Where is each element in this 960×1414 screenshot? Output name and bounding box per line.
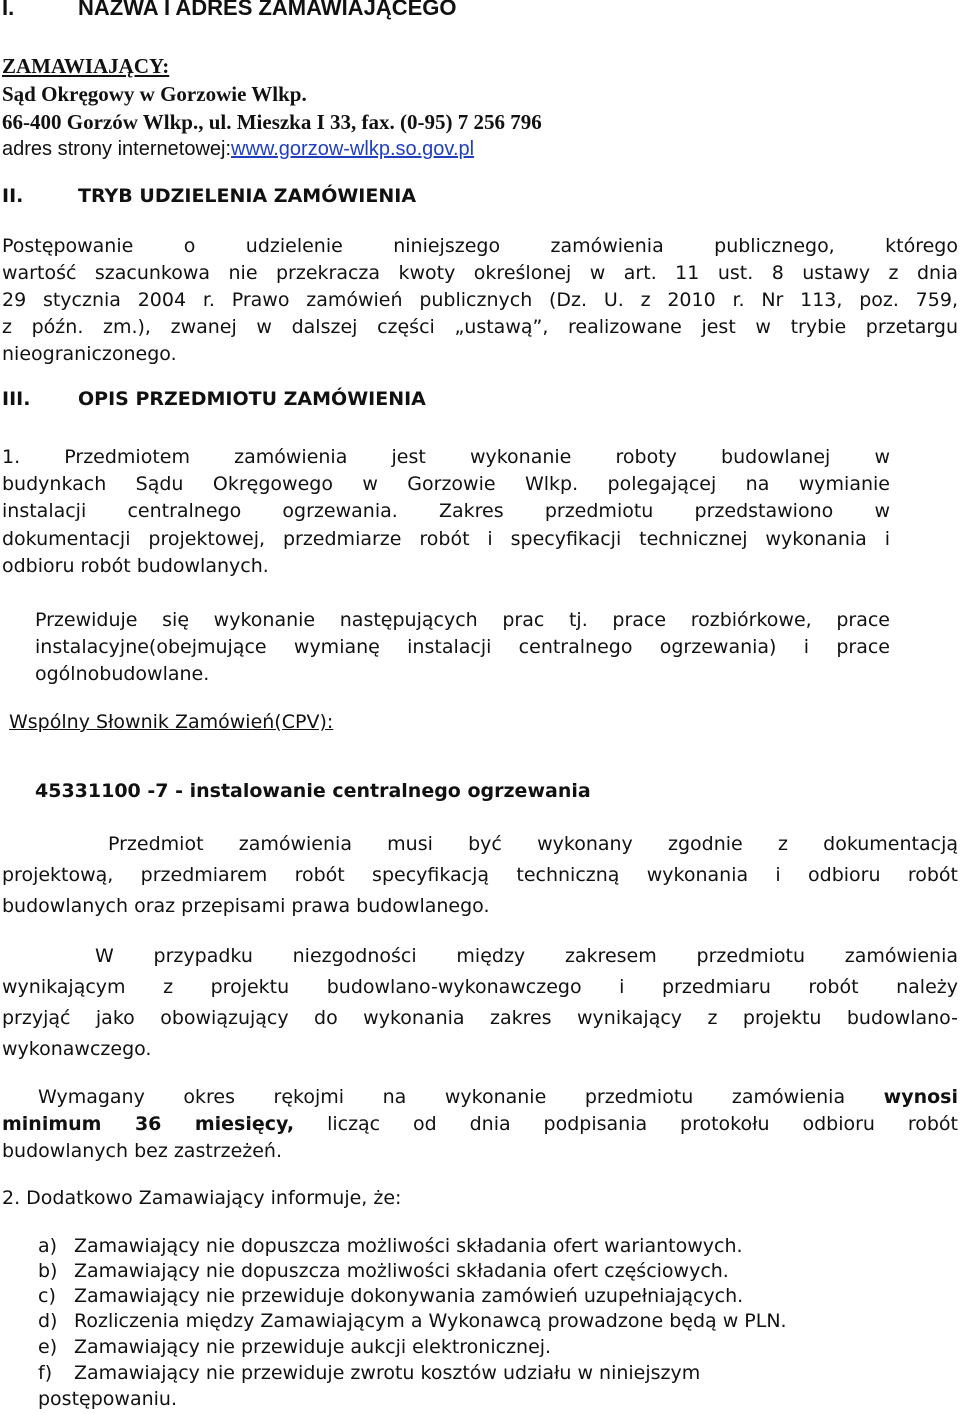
section-2-line-5: nieograniczonego. bbox=[2, 343, 177, 365]
ordering-party-address: 66-400 Gorzów Wlkp., ul. Mieszka I 33, fax. (0-95) 7 256 796 bbox=[2, 110, 542, 134]
section-3-title: OPIS PRZEDMIOTU ZAMÓWIENIA bbox=[78, 388, 426, 410]
p4-line-1: W przypadku niezgodności między zakresem przedmiotu zamówienia bbox=[95, 945, 958, 967]
p2-line-2: instalacyjne(obejmujące wymianę instalacji centralnego ogrzewania) i prace bbox=[35, 636, 890, 658]
list-item-b-text: Zamawiający nie dopuszcza możliwości składania ofert częściowych. bbox=[74, 1260, 729, 1282]
list-item-f-text: Zamawiający nie przewiduje zwrotu kosztów udziału w niniejszym bbox=[74, 1362, 701, 1384]
p5-line-1-bold: wynosi bbox=[883, 1086, 958, 1108]
list-item-e bbox=[38, 1334, 551, 1361]
section-3-heading bbox=[2, 386, 426, 413]
section-2-title: TRYB UDZIELENIA ZAMÓWIENIA bbox=[78, 185, 417, 207]
p4-line-4: wykonawczego. bbox=[2, 1038, 152, 1060]
list-item-c-letter: c) bbox=[38, 1285, 56, 1307]
list-item-e-letter: e) bbox=[38, 1336, 58, 1358]
website-link[interactable]: www.gorzow-wlkp.so.gov.pl bbox=[231, 138, 475, 160]
p1-line-3: instalacji centralnego ogrzewania. Zakres przedmiotu przedstawiono w bbox=[2, 500, 890, 522]
section-2-line-1: Postępowanie o udzielenie niniejszego zamówienia publicznego, którego bbox=[2, 235, 958, 257]
p5-warranty-period: minimum 36 miesięcy, bbox=[2, 1113, 295, 1135]
list-item-e-text: Zamawiający nie przewiduje aukcji elektronicznej. bbox=[74, 1336, 552, 1358]
website-label: adres strony internetowej: bbox=[2, 138, 232, 160]
section-3-number: III. bbox=[2, 388, 31, 410]
p1-line-4: dokumentacji projektowej, przedmiarze robót i specyfikacji technicznej wykonania i bbox=[2, 528, 890, 550]
list-item-d bbox=[38, 1308, 787, 1335]
p2-line-1: Przewiduje się wykonanie następujących prac tj. prace rozbiórkowe, prace bbox=[35, 609, 890, 631]
p1-line-2: budynkach Sądu Okręgowego w Gorzowie Wlkp. polegającej na wymianie bbox=[2, 473, 890, 495]
additional-info-heading: 2. Dodatkowo Zamawiający informuje, że: bbox=[2, 1187, 402, 1209]
section-2-line-2: wartość szacunkowa nie przekracza kwoty określonej w art. 11 ust. 8 ustawy z dnia bbox=[2, 262, 958, 284]
p1-line-1: 1. Przedmiotem zamówienia jest wykonanie roboty budowlanej w bbox=[2, 446, 890, 468]
p3-line-2: projektową, przedmiarem robót specyfikacją techniczną wykonania i odbioru robót bbox=[2, 864, 958, 886]
list-item-a bbox=[38, 1233, 743, 1260]
p2-line-3: ogólnobudowlane. bbox=[35, 663, 210, 685]
cpv-label: Wspólny Słownik Zamówień(CPV): bbox=[9, 711, 334, 733]
section-2-number: II. bbox=[2, 185, 24, 207]
list-item-a-letter: a) bbox=[38, 1235, 58, 1257]
p3-line-1: Przedmiot zamówienia musi być wykonany zgodnie z dokumentacją bbox=[108, 833, 958, 855]
list-item-b-letter: b) bbox=[38, 1260, 58, 1282]
p5-line-2 bbox=[2, 1111, 958, 1138]
list-item-f bbox=[38, 1360, 700, 1387]
section-1-number: I. bbox=[2, 0, 15, 20]
p5-line-2-text: licząc od dnia podpisania protokołu odbioru robót bbox=[327, 1113, 959, 1135]
p1-line-5: odbioru robót budowlanych. bbox=[2, 555, 269, 577]
ordering-party-name: Sąd Okręgowy w Gorzowie Wlkp. bbox=[2, 82, 307, 106]
list-item-a-text: Zamawiający nie dopuszcza możliwości składania ofert wariantowych. bbox=[74, 1235, 743, 1257]
section-2-line-4: z późn. zm.), zwanej w dalszej części „ustawą”, realizowane jest w trybie przetargu bbox=[2, 316, 958, 338]
ordering-party-label: ZAMAWIAJĄCY: bbox=[2, 54, 170, 78]
list-item-f-letter: f) bbox=[38, 1362, 53, 1384]
p5-line-3: budowlanych bez zastrzeżeń. bbox=[2, 1140, 283, 1162]
list-item-d-letter: d) bbox=[38, 1310, 58, 1332]
list-item-c bbox=[38, 1283, 743, 1310]
section-1-heading bbox=[2, 0, 456, 21]
cpv-code: 45331100 -7 - instalowanie centralnego ogrzewania bbox=[35, 780, 591, 802]
p4-line-2: wynikającym z projektu budowlano-wykonawczego i przedmiaru robót należy bbox=[2, 976, 958, 998]
p3-line-3: budowlanych oraz przepisami prawa budowlanego. bbox=[2, 895, 490, 917]
section-2-line-3: 29 stycznia 2004 r. Prawo zamówień publicznych (Dz. U. z 2010 r. Nr 113, poz. 759, bbox=[2, 289, 958, 311]
list-item-f-continuation: postępowaniu. bbox=[38, 1388, 177, 1410]
website-line bbox=[2, 136, 474, 163]
p5-line-1 bbox=[38, 1084, 958, 1111]
section-1-title: NAZWA I ADRES ZAMAWIAJĄCEGO bbox=[78, 0, 457, 20]
p4-line-3: przyjąć jako obowiązujący do wykonania zakres wynikający z projektu budowlano- bbox=[2, 1007, 958, 1029]
section-2-heading bbox=[2, 183, 416, 210]
list-item-b bbox=[38, 1258, 729, 1285]
list-item-c-text: Zamawiający nie przewiduje dokonywania zamówień uzupełniających. bbox=[74, 1285, 744, 1307]
p5-line-1-text: Wymagany okres rękojmi na wykonanie przedmiotu zamówienia bbox=[38, 1086, 846, 1108]
list-item-d-text: Rozliczenia między Zamawiającym a Wykonawcą prowadzone będą w PLN. bbox=[74, 1310, 787, 1332]
